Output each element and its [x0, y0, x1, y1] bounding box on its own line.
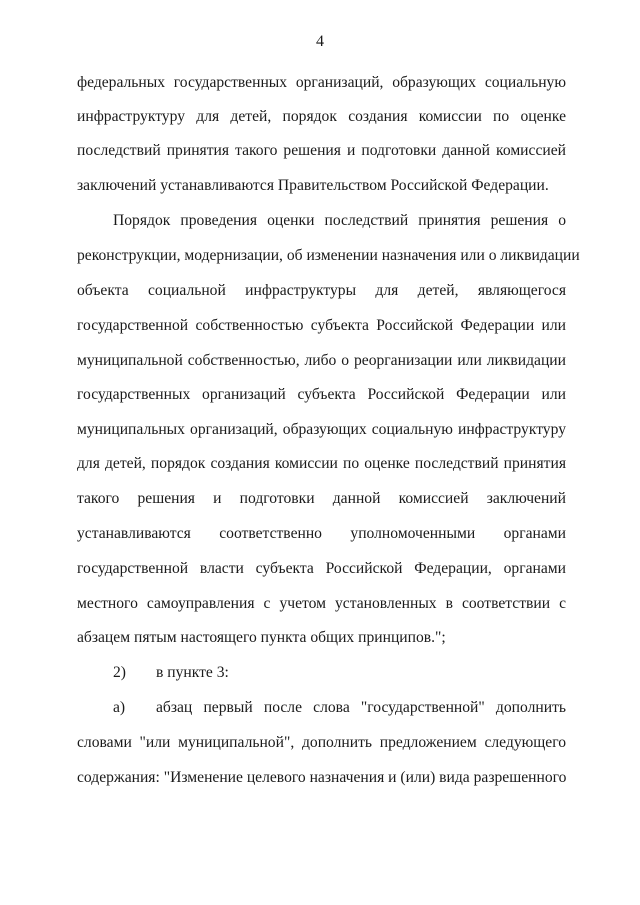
text-line: такого решения и подготовки данной комиссией заключений — [77, 490, 566, 507]
text-line: абзацем пятым настоящего пункта общих принципов."; — [77, 629, 446, 646]
text-line: для детей, порядок создания комиссии по оценке последствий принятия — [77, 455, 566, 472]
list-item-marker: а) — [113, 699, 126, 716]
text-line: содержания: "Изменение целевого назначения и (или) вида разрешенного — [77, 769, 567, 786]
text-line: муниципальных организаций, образующих социальную инфраструктуру — [77, 421, 566, 438]
text-line: инфраструктуру для детей, порядок создания комиссии по оценке — [77, 108, 566, 125]
text-line: государственной собственностью субъекта Российской Федерации или — [77, 317, 566, 334]
list-item-marker: 2) — [113, 664, 126, 681]
text-line: заключений устанавливаются Правительством Российской Федерации. — [77, 177, 549, 194]
text-line: государственной власти субъекта Российской Федерации, органами — [77, 560, 566, 577]
text-line: государственных организаций субъекта Российской Федерации или — [77, 386, 566, 403]
paragraph-first-line: Порядок проведения оценки последствий принятия решения о — [113, 212, 566, 229]
list-item-text: в пункте 3: — [156, 664, 229, 681]
text-line: абзац первый после слова "государственной" дополнить — [156, 699, 566, 716]
text-line: последствий принятия такого решения и подготовки данной комиссией — [77, 142, 566, 159]
text-line: объекта социальной инфраструктуры для детей, являющегося — [77, 282, 566, 299]
page-number: 4 — [316, 33, 324, 50]
text-line: реконструкции, модернизации, об изменении назначения или о ликвидации — [77, 247, 580, 264]
text-line: федеральных государственных организаций, образующих социальную — [77, 74, 566, 91]
text-line: устанавливаются соответственно уполномоченными органами — [77, 525, 566, 542]
text-line: муниципальной собственностью, либо о реорганизации или ликвидации — [77, 352, 566, 369]
text-line: местного самоуправления с учетом установленных в соответствии с — [77, 595, 566, 612]
text-line: словами "или муниципальной", дополнить предложением следующего — [77, 734, 566, 751]
